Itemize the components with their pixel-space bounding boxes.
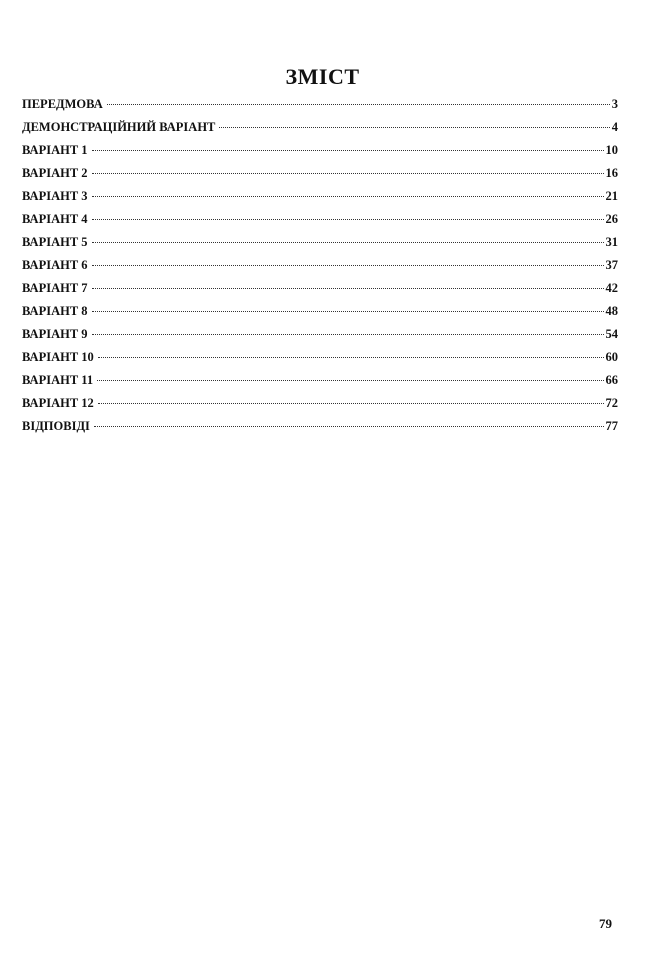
- toc-entry-page: 48: [605, 304, 618, 318]
- toc-leader-dots: [92, 264, 604, 266]
- toc-entry-label: ВАРІАНТ 9: [22, 327, 88, 341]
- toc-entry-label: ВАРІАНТ 10: [22, 350, 94, 364]
- toc-entry-page: 54: [605, 327, 618, 341]
- toc-entry-label: ВАРІАНТ 3: [22, 189, 88, 203]
- toc-entry-page: 21: [605, 189, 618, 203]
- toc-entry: [22, 231, 618, 254]
- toc-entry-label: ВІДПОВІДІ: [22, 419, 90, 433]
- toc-leader-dots: [97, 379, 603, 381]
- toc-leader-dots: [94, 425, 604, 427]
- toc-leader-dots: [92, 241, 604, 243]
- toc-entry-page: 60: [605, 350, 618, 364]
- toc-leader-dots: [92, 333, 604, 335]
- toc-leader-dots: [98, 356, 604, 358]
- toc-leader-dots: [92, 310, 604, 312]
- toc-entry: [22, 300, 618, 323]
- toc-leader-dots: [92, 195, 604, 197]
- toc-entry: [22, 346, 618, 369]
- toc-entry-page: 72: [605, 396, 618, 410]
- page-title: ЗМІСТ: [285, 64, 360, 89]
- toc-leader-dots: [92, 218, 604, 220]
- toc-entry: [22, 162, 618, 185]
- toc-entry: [22, 93, 618, 116]
- page-number: 79: [599, 916, 612, 931]
- toc-entry-page: 10: [605, 143, 618, 157]
- toc-entry-label: ПЕРЕДМОВА: [22, 97, 103, 111]
- toc-entry-page: 42: [605, 281, 618, 295]
- toc-entry-label: ВАРІАНТ 4: [22, 212, 88, 226]
- table-of-contents: [22, 93, 618, 438]
- toc-leader-dots: [219, 126, 609, 128]
- toc-leader-dots: [92, 149, 604, 151]
- toc-entry-page: 66: [605, 373, 618, 387]
- toc-leader-dots: [107, 103, 610, 105]
- toc-entry-label: ВАРІАНТ 12: [22, 396, 94, 410]
- toc-entry: [22, 415, 618, 438]
- toc-entry-page: 26: [605, 212, 618, 226]
- toc-entry-label: ДЕМОНСТРАЦІЙНИЙ ВАРІАНТ: [22, 120, 216, 134]
- toc-entry: [22, 185, 618, 208]
- toc-entry-label: ВАРІАНТ 1: [22, 143, 88, 157]
- toc-entry-label: ВАРІАНТ 5: [22, 235, 88, 249]
- toc-entry-label: ВАРІАНТ 2: [22, 166, 88, 180]
- toc-entry-page: 3: [611, 97, 618, 111]
- toc-entry: [22, 369, 618, 392]
- toc-entry-label: ВАРІАНТ 8: [22, 304, 88, 318]
- toc-entry-label: ВАРІАНТ 7: [22, 281, 88, 295]
- toc-leader-dots: [92, 287, 604, 289]
- toc-entry: [22, 208, 618, 231]
- toc-entry-page: 37: [605, 258, 618, 272]
- toc-entry: [22, 116, 618, 139]
- toc-entry: [22, 323, 618, 346]
- toc-entry-label: ВАРІАНТ 6: [22, 258, 88, 272]
- toc-entry: [22, 277, 618, 300]
- toc-entry: [22, 392, 618, 415]
- toc-entry: [22, 254, 618, 277]
- toc-entry-page: 16: [605, 166, 618, 180]
- toc-entry-page: 31: [605, 235, 618, 249]
- toc-entry-page: 4: [611, 120, 618, 134]
- toc-entry: [22, 139, 618, 162]
- toc-entry-page: 77: [605, 419, 618, 433]
- toc-leader-dots: [98, 402, 604, 404]
- toc-entry-label: ВАРІАНТ 11: [22, 373, 94, 387]
- toc-leader-dots: [92, 172, 604, 174]
